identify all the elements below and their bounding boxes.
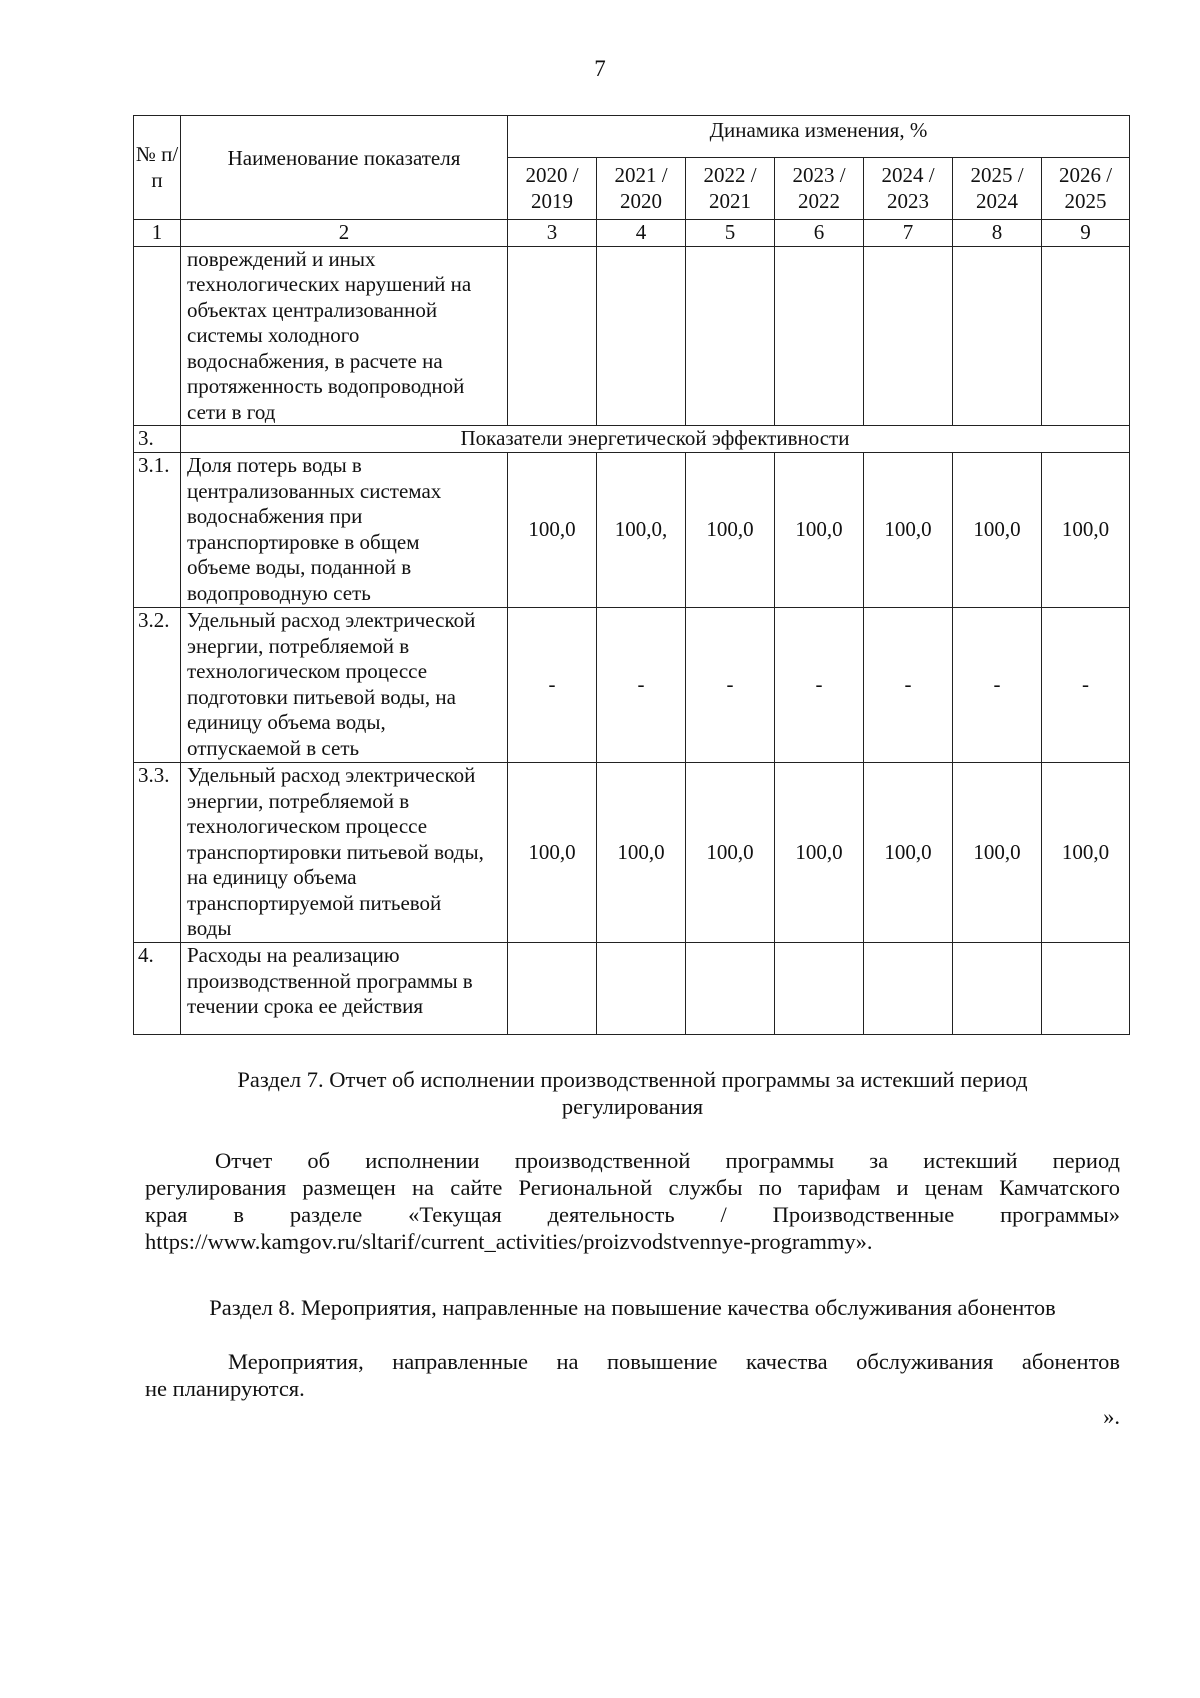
row-value: [508, 246, 597, 426]
row-value: 100,0: [953, 453, 1042, 608]
row-value: 100,0: [1042, 453, 1130, 608]
header-name: Наименование показателя: [181, 116, 508, 220]
header-period: 2023 / 2022: [775, 158, 864, 220]
row-name: Расходы на реализацию производственной программы в течении срока ее действия: [181, 943, 508, 1035]
row-num: [134, 246, 181, 426]
row-value: -: [953, 608, 1042, 763]
row-value: [686, 246, 775, 426]
row-value: 100,0: [508, 453, 597, 608]
row-num: 3.1.: [134, 453, 181, 608]
row-value: 100,0: [864, 453, 953, 608]
column-number: 7: [864, 220, 953, 247]
row-value: 100,0: [953, 763, 1042, 943]
header-period: 2026 / 2025: [1042, 158, 1130, 220]
row-value: -: [686, 608, 775, 763]
row-value: [508, 943, 597, 1035]
row-value: [953, 246, 1042, 426]
program-link: https://www.kamgov.ru/sltarif/current_activities/proizvodstvennye-programmy».: [145, 1229, 873, 1254]
row-value: [864, 943, 953, 1035]
header-period: 2020 / 2019: [508, 158, 597, 220]
row-name: Удельный расход электрической энергии, потребляемой в технологическом процессе транспортировки питьевой воды, на единицу объема транспортируемой питьевой воды: [181, 763, 508, 943]
row-value: 100,0: [686, 453, 775, 608]
row-value: 100,0: [508, 763, 597, 943]
row-value: 100,0: [597, 763, 686, 943]
row-value: 100,0: [686, 763, 775, 943]
section-row: [134, 426, 1130, 453]
row-value: -: [864, 608, 953, 763]
row-value: [864, 246, 953, 426]
section-7-title: Раздел 7. Отчет об исполнении производственной программы за истекший период регулирования: [237, 1067, 1028, 1119]
header-period: 2022 / 2021: [686, 158, 775, 220]
column-number: 2: [181, 220, 508, 247]
row-name: Доля потерь воды в централизованных системах водоснабжения при транспортировке в общем объеме воды, поданной в водопроводную сеть: [181, 453, 508, 608]
row-value: 100,0: [864, 763, 953, 943]
page-number: 7: [594, 56, 606, 81]
row-value: [686, 943, 775, 1035]
table-row: [134, 608, 1130, 763]
row-value: 100,0: [775, 453, 864, 608]
row-value: [775, 943, 864, 1035]
column-number: 6: [775, 220, 864, 247]
column-number: 8: [953, 220, 1042, 247]
column-number: 9: [1042, 220, 1130, 247]
section-num: 3.: [134, 426, 181, 453]
row-name: повреждений и иных технологических нарушений на объектах централизованной системы холодного водоснабжения, в расчете на протяженность водопроводной сети в год: [181, 246, 508, 426]
indicators-table: [133, 115, 1130, 1035]
header-period: 2021 / 2020: [597, 158, 686, 220]
row-value: [597, 943, 686, 1035]
column-number: 3: [508, 220, 597, 247]
row-value: -: [597, 608, 686, 763]
header-period: 2024 / 2023: [864, 158, 953, 220]
row-num: 3.2.: [134, 608, 181, 763]
row-num: 3.3.: [134, 763, 181, 943]
section-8-title: Раздел 8. Мероприятия, направленные на повышение качества обслуживания абонентов: [209, 1295, 1056, 1320]
row-value: [597, 246, 686, 426]
header-num: № п/п: [134, 116, 181, 220]
row-name: Удельный расход электрической энергии, потребляемой в технологическом процессе подготовки питьевой воды, на единицу объема воды, отпускаемой в сеть: [181, 608, 508, 763]
header-period: 2025 / 2024: [953, 158, 1042, 220]
table-row: [134, 763, 1130, 943]
row-num: 4.: [134, 943, 181, 1035]
table-row: [134, 943, 1130, 1035]
row-value: [953, 943, 1042, 1035]
row-value: -: [508, 608, 597, 763]
column-number: 4: [597, 220, 686, 247]
section-7-paragraph: Отчет об исполнении производственной программы за истекший период регулирования размещен на сайте Региональной службы по тарифам и ценам Камчатского края в разделе «Текущая деятельность / Производственные программы» https://www.kamgov.ru/sltarif/current_activities/proizvodstvennye-programmy».: [145, 1148, 1120, 1254]
row-value: -: [1042, 608, 1130, 763]
column-number: 1: [134, 220, 181, 247]
row-value: -: [775, 608, 864, 763]
column-number-row: [134, 220, 1130, 247]
closing-quote: ».: [1103, 1404, 1120, 1429]
row-value: 100,0: [1042, 763, 1130, 943]
header-dynamics: Динамика изменения, %: [508, 116, 1130, 158]
row-value: [1042, 246, 1130, 426]
header-row-1: [134, 116, 1130, 158]
section-8-paragraph: Мероприятия, направленные на повышение качества обслуживания абонентов не планируются.: [145, 1349, 1120, 1401]
table-row: [134, 246, 1130, 426]
row-value: [775, 246, 864, 426]
table-row: [134, 453, 1130, 608]
row-value: 100,0,: [597, 453, 686, 608]
row-value: 100,0: [775, 763, 864, 943]
section-title: Показатели энергетической эффективности: [181, 426, 1130, 453]
column-number: 5: [686, 220, 775, 247]
row-value: [1042, 943, 1130, 1035]
